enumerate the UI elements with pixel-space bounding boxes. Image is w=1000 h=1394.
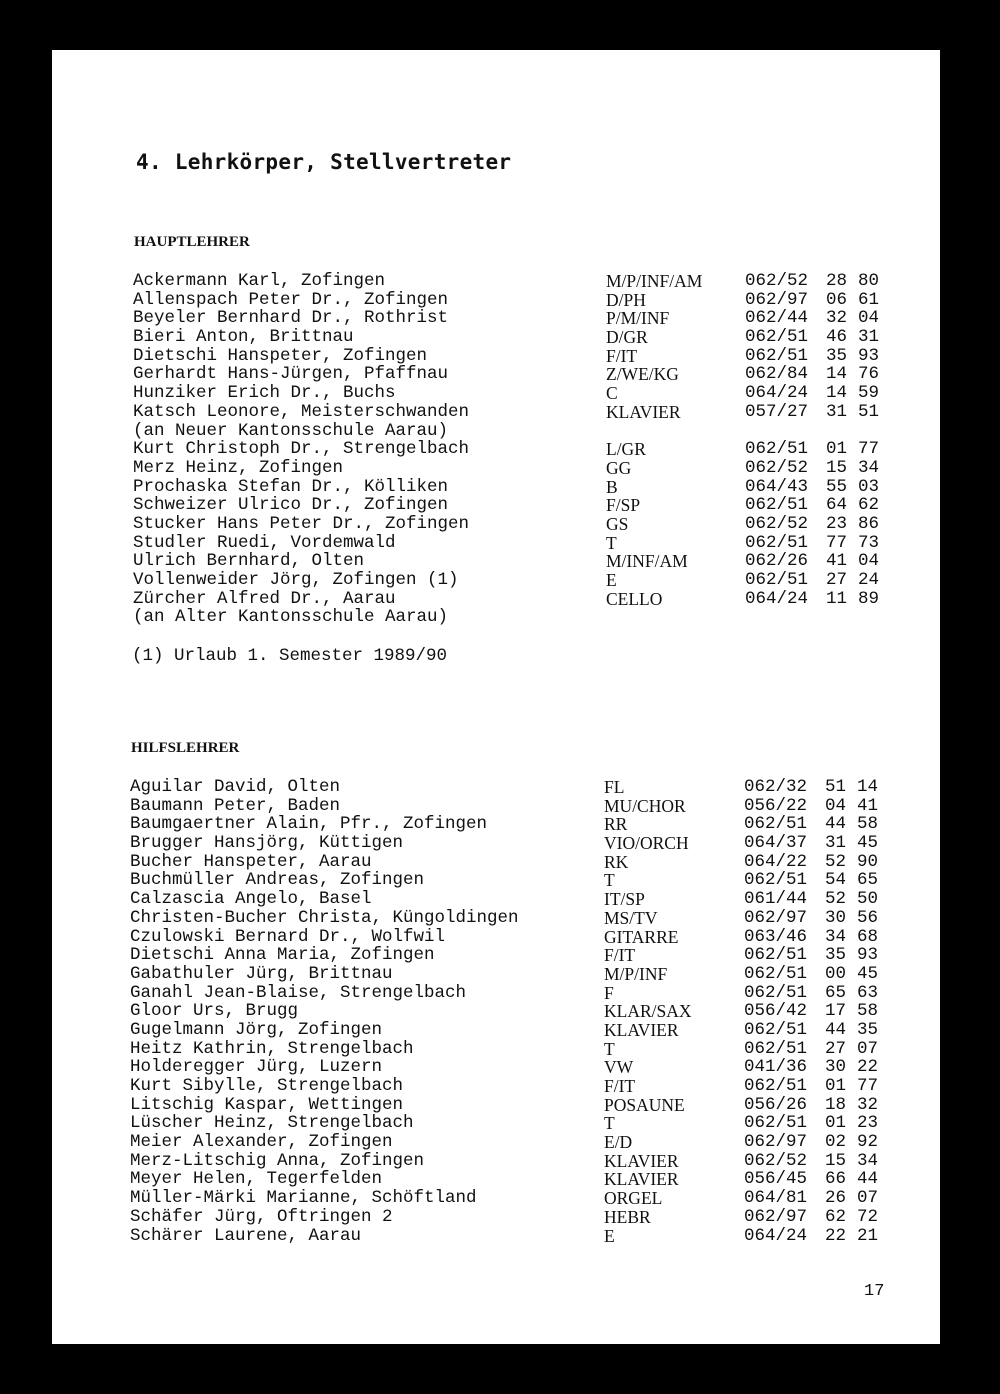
teacher-name: Gugelmann Jörg, Zofingen (130, 1019, 383, 1040)
teacher-name: Schärer Laurene, Aarau (130, 1225, 362, 1246)
subject-code: KLAVIER (604, 1150, 679, 1171)
phone-part-1: 01 (826, 439, 848, 460)
subject-code: D/PH (606, 289, 646, 310)
teacher-name: Schweizer Ulrico Dr., Zofingen (133, 495, 449, 516)
teacher-name: Baumann Peter, Baden (130, 795, 341, 816)
phone-area-code: 064/24 (744, 1225, 808, 1246)
subject-code: T (606, 532, 617, 553)
teacher-name: Hunziker Erich Dr., Buchs (133, 383, 396, 404)
phone-part-2: 92 (857, 1132, 879, 1153)
teacher-name: Gerhardt Hans-Jürgen, Pfaffnau (133, 364, 449, 385)
phone-area-code: 056/22 (744, 795, 808, 816)
phone-part-1: 35 (826, 345, 848, 366)
subject-code: E/D (604, 1132, 633, 1153)
phone-part-1: 02 (825, 1132, 847, 1153)
phone-area-code: 062/51 (745, 345, 809, 366)
subject-code: F/IT (604, 1076, 636, 1096)
phone-part-2: 61 (858, 289, 880, 310)
teacher-name: Ganahl Jean-Blaise, Strengelbach (130, 982, 467, 1003)
phone-area-code: 062/51 (745, 439, 809, 460)
teacher-name: Vollenweider Jörg, Zofingen (1) (133, 570, 459, 590)
subject-code: L/GR (606, 439, 646, 460)
phone-part-1: 26 (825, 1188, 847, 1209)
phone-part-2: 80 (858, 271, 880, 291)
phone-part-2: 72 (857, 1206, 879, 1227)
phone-part-2: 56 (857, 907, 879, 928)
phone-part-1: 18 (825, 1094, 847, 1115)
table-row (52, 384, 940, 403)
teacher-name: (an Alter Kantonsschule Aarau) (133, 607, 449, 628)
phone-part-2: 50 (857, 889, 879, 910)
phone-part-2: 44 (857, 1169, 879, 1190)
teacher-name: Müller-Märki Marianne, Schöftland (130, 1188, 477, 1209)
subject-code: POSAUNE (604, 1094, 685, 1115)
phone-area-code: 041/36 (744, 1057, 808, 1078)
teacher-name: Lüscher Heinz, Strengelbach (130, 1113, 414, 1134)
table-row (52, 496, 940, 515)
table-row (52, 984, 940, 1003)
phone-part-2: 51 (858, 401, 880, 422)
phone-part-1: 15 (826, 457, 848, 478)
subject-code: GG (606, 457, 632, 478)
table-row (52, 1189, 940, 1208)
phone-area-code: 062/51 (744, 814, 808, 835)
phone-area-code: 064/37 (744, 833, 808, 854)
table-row (52, 1133, 940, 1152)
subject-code: VW (604, 1057, 634, 1078)
teacher-name: Schäfer Jürg, Oftringen 2 (130, 1206, 393, 1227)
phone-area-code: 062/51 (744, 1076, 808, 1096)
teacher-name: Dietschi Anna Maria, Zofingen (130, 945, 435, 966)
phone-part-1: 23 (826, 513, 848, 534)
phone-part-2: 77 (857, 1076, 879, 1096)
hilfslehrer-list (52, 778, 940, 1245)
phone-part-1: 46 (826, 327, 848, 348)
table-row (52, 1058, 940, 1077)
subject-code: GITARRE (604, 926, 679, 947)
subject-code: KLAVIER (604, 1169, 679, 1190)
phone-part-1: 04 (825, 795, 847, 816)
phone-part-2: 76 (858, 364, 880, 385)
phone-part-2: 62 (858, 495, 880, 516)
subject-code: B (606, 476, 618, 497)
subject-code: HEBR (604, 1206, 651, 1227)
phone-part-2: 31 (858, 327, 880, 348)
phone-part-2: 90 (857, 851, 879, 872)
teacher-name: Buchmüller Andreas, Zofingen (130, 870, 425, 891)
document-page (52, 50, 940, 1344)
subject-code: MU/CHOR (604, 795, 686, 816)
table-row (52, 815, 940, 834)
phone-area-code: 057/27 (745, 401, 809, 422)
phone-part-2: 04 (858, 551, 880, 572)
teacher-name: Merz-Litschig Anna, Zofingen (130, 1150, 425, 1171)
table-row (52, 1002, 940, 1021)
teacher-name: Stucker Hans Peter Dr., Zofingen (133, 513, 470, 534)
subject-code: RR (604, 814, 628, 835)
table-row (52, 928, 940, 947)
phone-area-code: 064/43 (745, 476, 809, 497)
subject-code: Z/WE/KG (606, 364, 679, 385)
table-row (52, 1114, 940, 1133)
phone-part-2: 93 (858, 345, 880, 366)
phone-area-code: 062/44 (745, 308, 809, 329)
phone-part-1: 55 (826, 476, 848, 497)
table-row (52, 347, 940, 366)
table-row (52, 1040, 940, 1059)
table-row (52, 422, 940, 441)
phone-area-code: 062/51 (744, 1019, 808, 1040)
subject-code: C (606, 383, 618, 404)
table-row (52, 440, 940, 459)
subject-code: F/IT (606, 345, 638, 366)
phone-part-2: 41 (857, 795, 879, 816)
teacher-name: Ackermann Karl, Zofingen (133, 271, 386, 291)
table-row (52, 365, 940, 384)
phone-part-2: 14 (857, 777, 879, 797)
phone-part-1: 66 (825, 1169, 847, 1190)
section-heading-hauptlehrer: HAUPTLEHRER (134, 234, 250, 250)
phone-part-2: 23 (857, 1113, 879, 1134)
teacher-name: Baumgaertner Alain, Pfr., Zofingen (130, 814, 488, 835)
table-row (52, 834, 940, 853)
phone-area-code: 062/51 (744, 945, 808, 966)
phone-area-code: 061/44 (744, 889, 808, 910)
phone-part-2: 04 (858, 308, 880, 329)
phone-part-1: 15 (825, 1150, 847, 1171)
teacher-name: Gloor Urs, Brugg (130, 1001, 299, 1022)
subject-code: D/GR (606, 327, 648, 348)
subject-code: GS (606, 513, 629, 534)
phone-part-2: 07 (857, 1188, 879, 1209)
teacher-name: Zürcher Alfred Dr., Aarau (133, 588, 396, 609)
phone-part-1: 44 (825, 1019, 847, 1040)
phone-part-1: 06 (826, 289, 848, 310)
phone-part-2: 63 (857, 982, 879, 1003)
subject-code: F (604, 982, 614, 1003)
phone-area-code: 062/52 (745, 457, 809, 478)
phone-part-1: 54 (825, 870, 847, 891)
teacher-name: Bieri Anton, Brittnau (133, 327, 354, 348)
table-row (52, 853, 940, 872)
subject-code: FL (604, 777, 625, 797)
phone-area-code: 062/97 (744, 1206, 808, 1227)
table-row (52, 291, 940, 310)
section-heading-hilfslehrer: HILFSLEHRER (131, 740, 240, 756)
subject-code: E (606, 570, 617, 590)
subject-code: ORGEL (604, 1188, 663, 1209)
subject-code: VIO/ORCH (604, 833, 689, 854)
phone-part-1: 30 (825, 1057, 847, 1078)
phone-area-code: 056/42 (744, 1001, 808, 1022)
teacher-name: Allenspach Peter Dr., Zofingen (133, 289, 449, 310)
phone-part-2: 34 (857, 1150, 879, 1171)
phone-area-code: 062/52 (744, 1150, 808, 1171)
phone-area-code: 063/46 (744, 926, 808, 947)
phone-part-1: 52 (825, 889, 847, 910)
phone-part-1: 17 (825, 1001, 847, 1022)
phone-area-code: 064/81 (744, 1188, 808, 1209)
phone-part-1: 64 (826, 495, 848, 516)
phone-part-1: 52 (825, 851, 847, 872)
phone-part-1: 65 (825, 982, 847, 1003)
table-row (52, 515, 940, 534)
phone-part-2: 58 (857, 1001, 879, 1022)
subject-code: IT/SP (604, 889, 645, 910)
subject-code: CELLO (606, 588, 663, 609)
phone-part-1: 77 (826, 532, 848, 553)
table-row (52, 946, 940, 965)
page-number: 17 (864, 1282, 885, 1301)
phone-part-2: 73 (858, 532, 880, 553)
phone-area-code: 062/52 (745, 513, 809, 534)
phone-part-1: 22 (825, 1225, 847, 1246)
phone-part-1: 31 (825, 833, 847, 854)
table-row (52, 552, 940, 571)
subject-code: T (604, 870, 615, 891)
phone-part-2: 86 (858, 513, 880, 534)
phone-area-code: 056/45 (744, 1169, 808, 1190)
phone-part-1: 27 (826, 570, 848, 590)
table-row (52, 1170, 940, 1189)
subject-code: F/IT (604, 945, 636, 966)
phone-part-2: 93 (857, 945, 879, 966)
phone-part-2: 68 (857, 926, 879, 947)
subject-code: P/M/INF (606, 308, 670, 329)
subject-code: T (604, 1038, 615, 1059)
teacher-name: Litschig Kaspar, Wettingen (130, 1094, 404, 1115)
phone-part-2: 77 (858, 439, 880, 460)
table-row (52, 1021, 940, 1040)
phone-part-2: 35 (857, 1019, 879, 1040)
subject-code: E (604, 1225, 615, 1246)
phone-area-code: 062/51 (745, 532, 809, 553)
teacher-name: Kurt Sibylle, Strengelbach (130, 1076, 404, 1096)
phone-area-code: 064/24 (745, 588, 809, 609)
phone-area-code: 062/97 (744, 1132, 808, 1153)
subject-code: KLAR/SAX (604, 1001, 692, 1022)
hauptlehrer-list (52, 272, 940, 627)
subject-code: MS/TV (604, 907, 658, 928)
teacher-name: Czulowski Bernard Dr., Wolfwil (130, 926, 446, 947)
phone-area-code: 062/51 (745, 570, 809, 590)
subject-code: M/P/INF (604, 963, 668, 984)
phone-part-2: 89 (858, 588, 880, 609)
phone-part-1: 00 (825, 963, 847, 984)
teacher-name: (an Neuer Kantonsschule Aarau) (133, 420, 449, 441)
phone-part-2: 03 (858, 476, 880, 497)
subject-code: KLAVIER (604, 1019, 679, 1040)
page-title: 4. Lehrkörper, Stellvertreter (136, 150, 512, 174)
subject-code: T (604, 1113, 615, 1134)
teacher-name: Heitz Kathrin, Strengelbach (130, 1038, 414, 1059)
phone-part-1: 30 (825, 907, 847, 928)
phone-part-1: 31 (826, 401, 848, 422)
table-row (52, 965, 940, 984)
phone-area-code: 064/24 (745, 383, 809, 404)
phone-area-code: 062/32 (744, 777, 808, 797)
table-row (52, 797, 940, 816)
teacher-name: Meier Alexander, Zofingen (130, 1132, 393, 1153)
phone-part-2: 22 (857, 1057, 879, 1078)
table-row (52, 890, 940, 909)
teacher-name: Beyeler Bernhard Dr., Rothrist (133, 308, 449, 329)
table-row (52, 1152, 940, 1171)
teacher-name: Brugger Hansjörg, Küttigen (130, 833, 404, 854)
table-row (52, 871, 940, 890)
table-row (52, 909, 940, 928)
table-row (52, 1208, 940, 1227)
phone-area-code: 062/97 (744, 907, 808, 928)
phone-part-1: 14 (826, 364, 848, 385)
phone-area-code: 064/22 (744, 851, 808, 872)
phone-part-1: 27 (825, 1038, 847, 1059)
phone-part-2: 59 (858, 383, 880, 404)
table-row (52, 403, 940, 422)
teacher-name: Calzascia Angelo, Basel (130, 889, 372, 910)
table-row (52, 328, 940, 347)
teacher-name: Prochaska Stefan Dr., Kölliken (133, 476, 449, 497)
table-row (52, 478, 940, 497)
teacher-name: Gabathuler Jürg, Brittnau (130, 963, 393, 984)
phone-part-1: 44 (825, 814, 847, 835)
table-row (52, 309, 940, 328)
teacher-name: Meyer Helen, Tegerfelden (130, 1169, 383, 1190)
phone-area-code: 062/84 (745, 364, 809, 385)
phone-area-code: 062/51 (744, 982, 808, 1003)
teacher-name: Merz Heinz, Zofingen (133, 457, 344, 478)
table-row (52, 571, 940, 590)
teacher-name: Aguilar David, Olten (130, 777, 341, 797)
phone-part-2: 24 (858, 570, 880, 590)
phone-area-code: 062/51 (745, 327, 809, 348)
teacher-name: Bucher Hanspeter, Aarau (130, 851, 372, 872)
phone-part-1: 11 (826, 588, 848, 609)
phone-area-code: 062/51 (745, 495, 809, 516)
teacher-name: Kurt Christoph Dr., Strengelbach (133, 439, 470, 460)
subject-code: F/SP (606, 495, 641, 516)
table-row (52, 608, 940, 627)
phone-area-code: 062/51 (744, 1113, 808, 1134)
subject-code: RK (604, 851, 629, 872)
phone-part-2: 34 (858, 457, 880, 478)
phone-part-1: 51 (825, 777, 847, 797)
phone-area-code: 062/97 (745, 289, 809, 310)
teacher-name: Christen-Bucher Christa, Küngoldingen (130, 907, 519, 928)
phone-part-2: 07 (857, 1038, 879, 1059)
teacher-name: Studler Ruedi, Vordemwald (133, 532, 396, 553)
phone-part-2: 58 (857, 814, 879, 835)
teacher-name: Dietschi Hanspeter, Zofingen (133, 345, 428, 366)
teacher-name: Ulrich Bernhard, Olten (133, 551, 365, 572)
phone-part-1: 14 (826, 383, 848, 404)
phone-area-code: 062/51 (744, 870, 808, 891)
table-row (52, 1096, 940, 1115)
phone-part-1: 28 (826, 271, 848, 291)
phone-part-2: 65 (857, 870, 879, 891)
phone-part-2: 45 (857, 963, 879, 984)
phone-part-1: 01 (825, 1076, 847, 1096)
subject-code: KLAVIER (606, 401, 681, 422)
phone-area-code: 062/52 (745, 271, 809, 291)
table-row (52, 272, 940, 291)
phone-part-2: 21 (857, 1225, 879, 1246)
phone-part-2: 45 (857, 833, 879, 854)
phone-area-code: 062/51 (744, 1038, 808, 1059)
table-row (52, 459, 940, 478)
subject-code: M/INF/AM (606, 551, 688, 572)
phone-area-code: 062/26 (745, 551, 809, 572)
table-row (52, 1077, 940, 1096)
footnote: (1) Urlaub 1. Semester 1989/90 (132, 646, 448, 666)
phone-part-1: 35 (825, 945, 847, 966)
phone-part-1: 41 (826, 551, 848, 572)
phone-part-1: 62 (825, 1206, 847, 1227)
phone-part-1: 34 (825, 926, 847, 947)
teacher-name: Holderegger Jürg, Luzern (130, 1057, 383, 1078)
teacher-name: Katsch Leonore, Meisterschwanden (133, 401, 470, 422)
table-row (52, 778, 940, 797)
phone-part-1: 32 (826, 308, 848, 329)
phone-part-2: 32 (857, 1094, 879, 1115)
table-row (52, 534, 940, 553)
subject-code: M/P/INF/AM (606, 271, 703, 291)
phone-area-code: 062/51 (744, 963, 808, 984)
table-row (52, 590, 940, 609)
phone-area-code: 056/26 (744, 1094, 808, 1115)
table-row (52, 1227, 940, 1246)
phone-part-1: 01 (825, 1113, 847, 1134)
